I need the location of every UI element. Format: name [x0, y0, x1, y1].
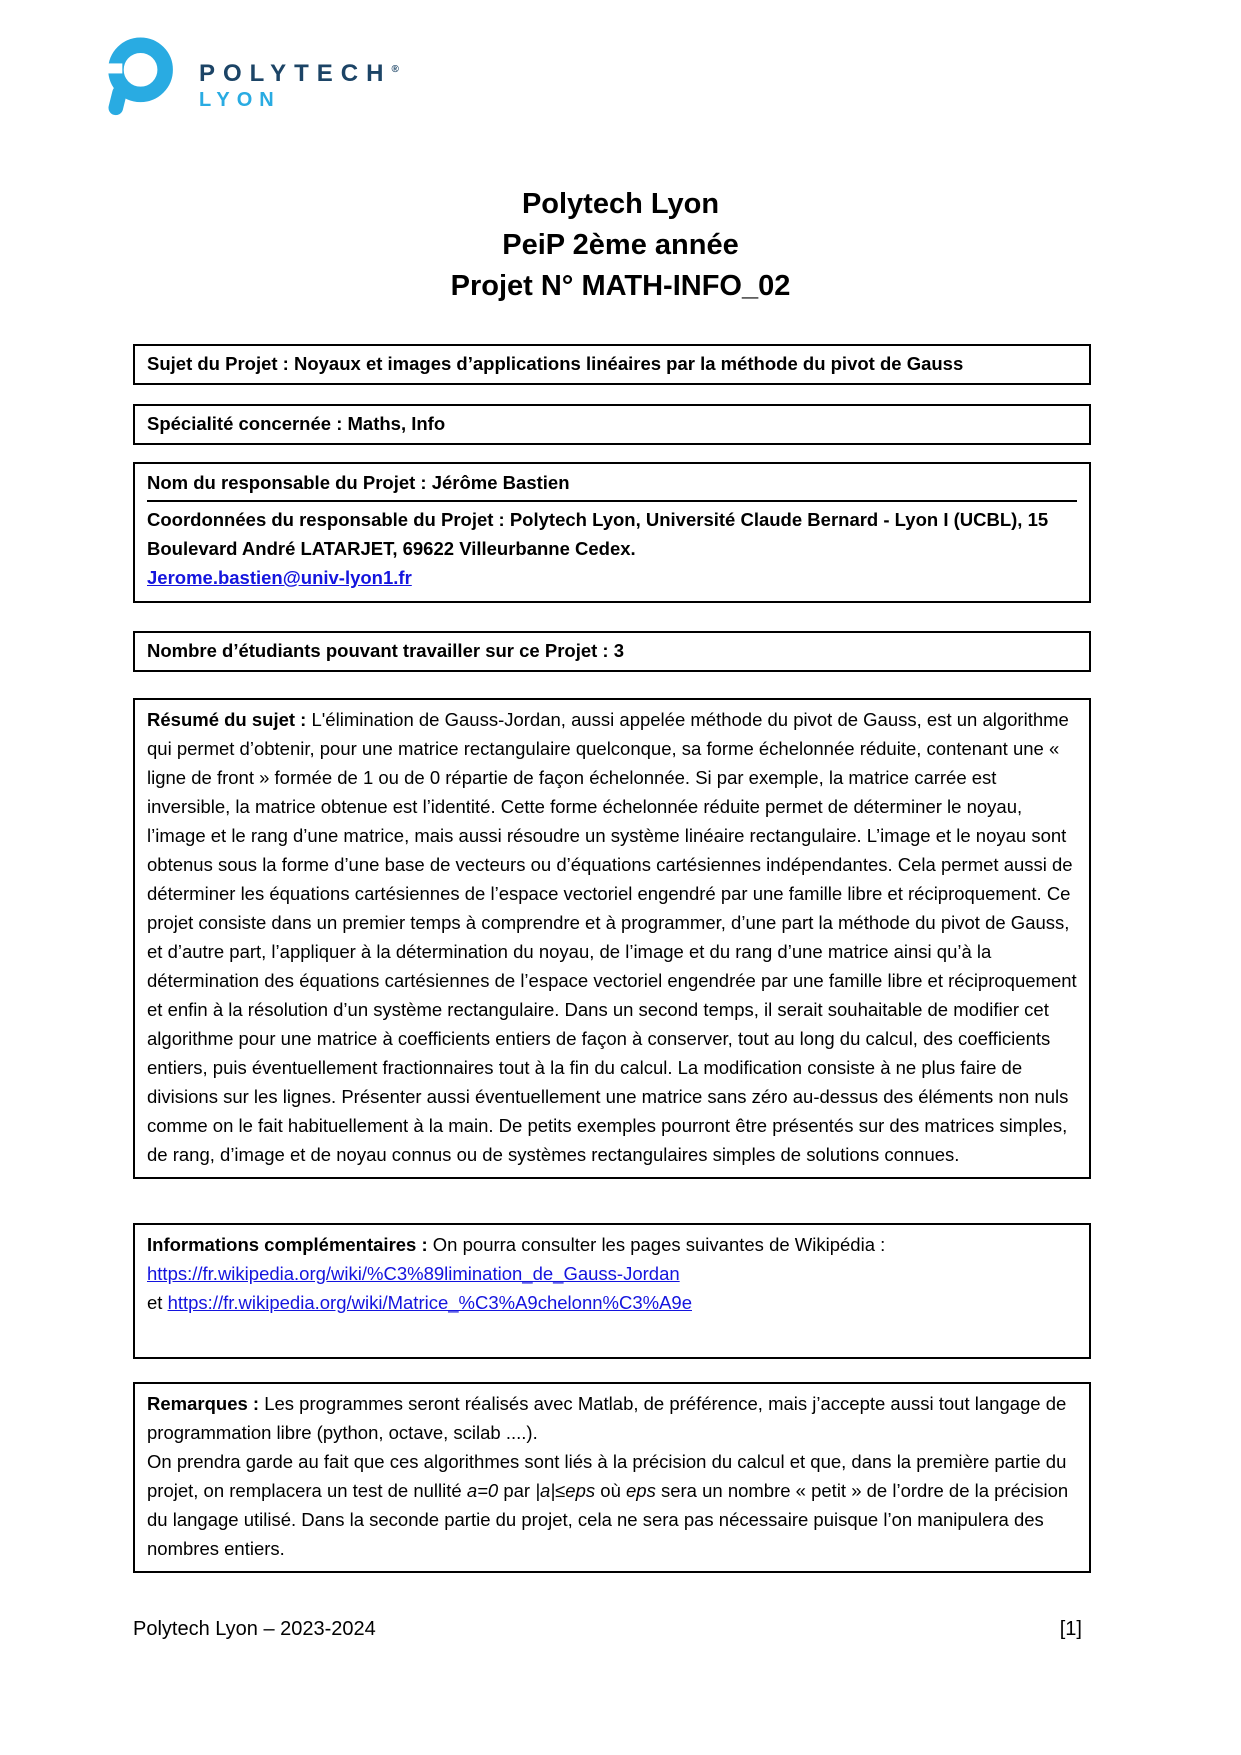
informations-box: Informations complémentaires : On pourra consulter les pages suivantes de Wikipédia : https://fr.wikipedia.org/wiki/%C3%89limination_de_Gauss-Jordan et https://fr.wikipedia.org/wiki/Matrice_%C3%A9chelonn%C3%A9e	[133, 1223, 1091, 1359]
title-line-2: PeiP 2ème année	[502, 229, 739, 261]
title-line-3: Projet N° MATH-INFO_02	[450, 270, 791, 302]
footer-school-year: Polytech Lyon – 2023-2024	[133, 1618, 376, 1640]
resume-box: Résumé du sujet : L'élimination de Gauss-Jordan, aussi appelée méthode du pivot de Gauss, est un algorithme qui permet d’obtenir, pour une matrice rectangulaire quelconque, sa forme échelonnée réduite, contenant une « ligne de front » formée de 1 ou de 0 répartie de façon échelonnée. Si par exemple, la matrice carrée est inversible, la matrice obtenue est l’identité. Cette forme échelonnée réduite permet de déterminer le noyau, l’image et le rang d’une matrice, mais aussi résoudre un système linéaire rectangulaire. L’image et le noyau sont obtenus sous la forme d’une base de vecteurs ou d’équations cartésiennes indépendantes. Cela permet aussi de déterminer les équations cartésiennes de l’espace vectoriel engendré par une famille libre et réciproquement. Ce projet consiste dans un premier temps à comprendre et à programmer, d’une part la méthode du pivot de Gauss, et d’autre part, l’appliquer à la détermination du noyau, de l’image et du rang d’une matrice ainsi qu’à la détermination des équations cartésiennes de l’espace vectoriel engendrée par une famille libre et réciproquement et enfin à la résolution d’un système rectangulaire. Dans un second temps, il serait souhaitable de modifier cet algorithme pour une matrice à coefficients entiers de façon à conserver, tout au long du calcul, des coefficients entiers, puis éventuellement fractionnaires tout à la fin du calcul. La modification consiste à ne plus faire de divisions sur les lignes. Présenter aussi éventuellement une matrice sans zéro au-dessus des éléments non nuls comme on le fait habituellement à la main. De petits exemples pourront être présentés sur des matrices simples, de rang, d’image et de noyau connus ou de systèmes rectangulaires simples de solutions connues.	[133, 698, 1091, 1179]
hyperlink[interactable]: Jerome.bastien@univ-lyon1.fr	[147, 567, 412, 588]
responsable-box	[133, 462, 1091, 603]
etudiants-box: Nombre d’étudiants pouvant travailler sur ce Projet : 3	[133, 631, 1091, 672]
document-body	[133, 344, 1091, 1573]
remarques-box: Remarques : Les programmes seront réalisés avec Matlab, de préférence, mais j’accepte aussi tout langage de programmation libre (python, octave, scilab ....). On prendra garde au fait que ces algorithmes sont liés à la précision du calcul et que, dans la première partie du projet, on remplacera un test de nullité a=0 par |a|≤eps où eps sera un nombre « petit » de l’ordre de la précision du langage utilisé. Dans la seconde partie du projet, cela ne sera pas nécessaire puisque l’on manipulera des nombres entiers.	[133, 1382, 1091, 1573]
hyperlink[interactable]: https://fr.wikipedia.org/wiki/%C3%89limination_de_Gauss-Jordan	[147, 1263, 680, 1284]
responsable-nom-row: Nom du responsable du Projet : Jérôme Bastien	[147, 467, 1077, 502]
title-line-1: Polytech Lyon	[521, 188, 720, 220]
logo-city: LYON	[199, 88, 281, 111]
polytech-logo-icon	[95, 36, 177, 120]
polytech-logo-text	[199, 46, 399, 111]
logo-brand: POLYTECH®	[199, 59, 399, 87]
footer-page-number: [1]	[1059, 1618, 1082, 1640]
polytech-logo	[95, 36, 399, 120]
document-title	[0, 184, 1241, 307]
hyperlink[interactable]: https://fr.wikipedia.org/wiki/Matrice_%C3%A9chelonn%C3%A9e	[167, 1292, 692, 1313]
registered-mark-icon: ®	[391, 63, 399, 75]
specialite-box: Spécialité concernée : Maths, Info	[133, 404, 1091, 445]
sujet-box: Sujet du Projet : Noyaux et images d’applications linéaires par la méthode du pivot de Gauss	[133, 344, 1091, 385]
responsable-coordonnees-row: Coordonnées du responsable du Projet : Polytech Lyon, Université Claude Bernard - Lyon I (UCBL), 15 Boulevard André LATARJET, 69622 Villeurbanne Cedex. Jerome.bastien@univ-lyon1.fr	[147, 509, 1049, 588]
